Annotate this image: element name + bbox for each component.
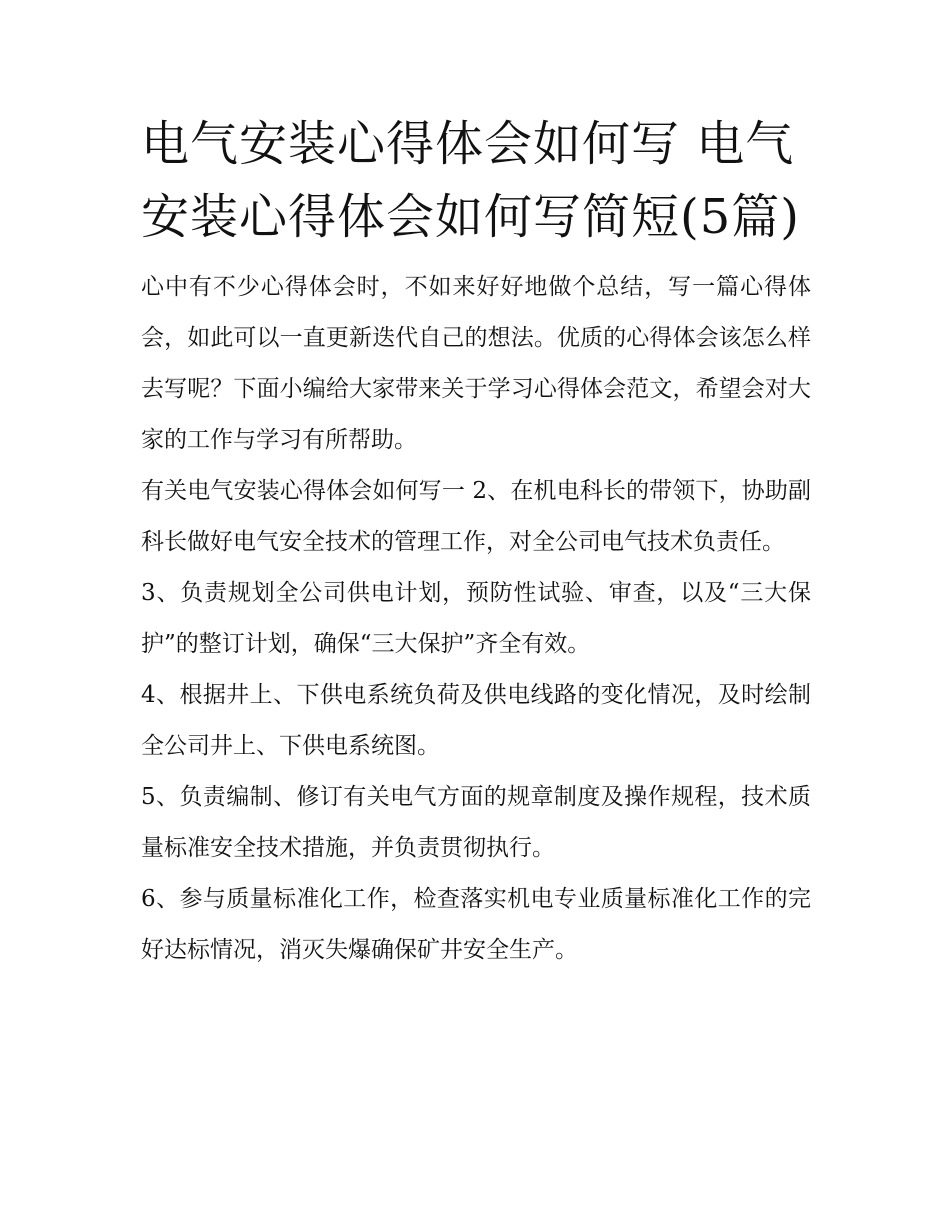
paragraph-item-2: 有关电气安装心得体会如何写一 2、在机电科长的带领下，协助副科长做好电气安全技术的管理工作，对全公司电气技术负责任。 — [141, 478, 811, 555]
paragraph-item-6: 6、参与质量标准化工作，检查落实机电专业质量标准化工作的完好达标情况，消灭失爆确保矿井安全生产。 — [141, 886, 811, 963]
document-page — [141, 108, 811, 976]
paragraph-item-4: 4、根据井上、下供电系统负荷及供电线路的变化情况，及时绘制全公司井上、下供电系统图。 — [141, 682, 811, 759]
paragraph-intro: 心中有不少心得体会时，不如来好好地做个总结，写一篇心得体会，如此可以一直更新迭代自己的想法。优质的心得体会该怎么样去写呢？下面小编给大家带来关于学习心得体会范文，希望会对大家的工作与学习有所帮助。 — [141, 274, 811, 453]
paragraph-item-3: 3、负责规划全公司供电计划，预防性试验、审查，以及“三大保护”的整订计划，确保“三大保护”齐全有效。 — [141, 580, 811, 657]
document-title: 电气安装心得体会如何写 电气安装心得体会如何写简短(5篇) — [141, 116, 800, 245]
paragraph-item-5: 5、负责编制、修订有关电气方面的规章制度及操作规程，技术质量标准安全技术措施，并负责贯彻执行。 — [141, 784, 811, 861]
